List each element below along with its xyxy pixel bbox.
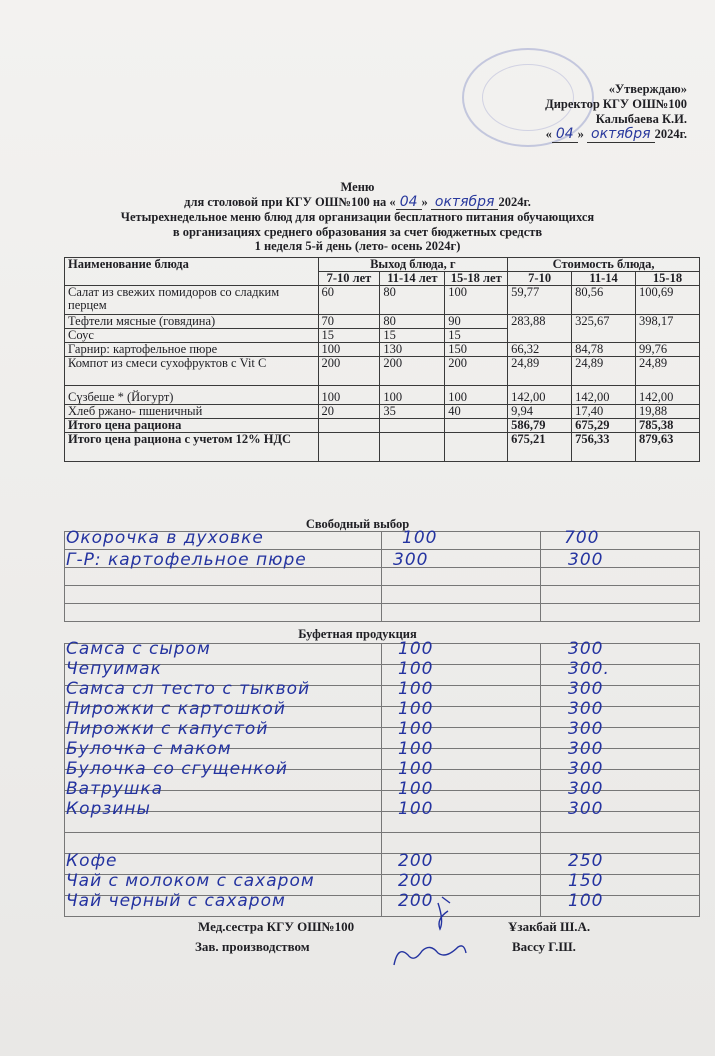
buffet-item-weight: 100 bbox=[398, 639, 434, 659]
dish-output: 100 bbox=[318, 386, 380, 405]
table-row bbox=[65, 386, 700, 405]
dish-cost: 66,32 bbox=[508, 343, 572, 357]
table-row bbox=[65, 586, 700, 604]
buffet-item-price: 250 bbox=[568, 851, 604, 871]
menu-subtitle-line3: в организациях среднего образования за счет бюджетных средств bbox=[172, 224, 543, 239]
buffet-item-price: 300 bbox=[568, 779, 604, 799]
approval-month: октября bbox=[587, 127, 655, 143]
buffet-item-weight: 200 bbox=[398, 871, 434, 891]
dish-output: 130 bbox=[380, 343, 445, 357]
buffet-item-name: Булочка с маком bbox=[66, 739, 232, 759]
buffet-item-price: 100 bbox=[568, 891, 604, 911]
dish-name: Соус bbox=[65, 329, 319, 343]
dish-cost: 398,17 bbox=[636, 315, 700, 343]
buffet-item-price: 300 bbox=[568, 679, 604, 699]
dish-cost: 283,88 bbox=[508, 315, 572, 343]
buffet-item-price: 300 bbox=[568, 799, 604, 819]
buffet-item-name: Кофе bbox=[66, 851, 118, 871]
free-choice-title: Свободный выбор bbox=[305, 517, 410, 531]
buffet-item-price: 300. bbox=[568, 659, 610, 679]
head-name: Вассу Г.Ш. bbox=[512, 939, 576, 954]
dish-name: Хлеб ржано- пшеничный bbox=[65, 405, 319, 419]
approval-year: 2024г. bbox=[654, 127, 687, 141]
buffet-item-name: Чай с молоком с сахаром bbox=[66, 871, 315, 891]
buffet-item-name: Корзины bbox=[66, 799, 151, 819]
total-value: 675,29 bbox=[572, 419, 636, 433]
menu-month: октября bbox=[431, 195, 499, 211]
total-vat-label: Итого цена рациона с учетом 12% НДС bbox=[65, 433, 319, 462]
free-item-weight: 300 bbox=[393, 550, 429, 570]
dish-output: 200 bbox=[380, 357, 445, 386]
table-row bbox=[65, 568, 700, 586]
approval-day: 04 bbox=[552, 127, 578, 143]
total-vat-value: 879,63 bbox=[636, 433, 700, 462]
table-header-row bbox=[65, 258, 700, 272]
buffet-item-price: 300 bbox=[568, 699, 604, 719]
dish-cost: 24,89 bbox=[508, 357, 572, 386]
dish-cost: 84,78 bbox=[572, 343, 636, 357]
total-value: 586,79 bbox=[508, 419, 572, 433]
dish-name: Гарнир: картофельное пюре bbox=[65, 343, 319, 357]
dish-output: 15 bbox=[318, 329, 380, 343]
age-cost-2: 11-14 bbox=[572, 272, 636, 286]
dish-name: Тефтели мясные (говядина) bbox=[65, 315, 319, 329]
buffet-item-weight: 100 bbox=[398, 719, 434, 739]
menu-header bbox=[0, 180, 715, 254]
dish-output: 100 bbox=[318, 343, 380, 357]
buffet-item-name: Чай черный с сахаром bbox=[66, 891, 286, 911]
menu-date-line: для столовой при КГУ ОШ№100 на « 04 » октября 2024г. bbox=[184, 193, 531, 210]
total-value: 785,38 bbox=[636, 419, 700, 433]
dish-output: 20 bbox=[318, 405, 380, 419]
dish-cost: 80,56 bbox=[572, 286, 636, 315]
free-item-name: Окорочка в духовке bbox=[66, 528, 264, 548]
free-item-name: Г-Р: картофельное пюре bbox=[66, 550, 307, 570]
dish-output: 35 bbox=[380, 405, 445, 419]
menu-title: Меню bbox=[340, 180, 375, 194]
table-row bbox=[65, 357, 700, 386]
free-item-price: 300 bbox=[568, 550, 604, 570]
menu-year: 2024г. bbox=[498, 194, 531, 209]
dish-cost: 9,94 bbox=[508, 405, 572, 419]
buffet-item-price: 300 bbox=[568, 639, 604, 659]
buffet-item-price: 150 bbox=[568, 871, 604, 891]
col-output: Выход блюда, г bbox=[318, 258, 508, 272]
buffet-item-name: Самса с сыром bbox=[66, 639, 211, 659]
approval-block bbox=[545, 82, 687, 143]
buffet-item-name: Чепуимак bbox=[66, 659, 162, 679]
buffet-item-name: Ватрушка bbox=[66, 779, 164, 799]
menu-subtitle-line2: Четырехнедельное меню блюд для организации бесплатного питания обучающихся bbox=[120, 210, 595, 224]
signature-marks bbox=[380, 895, 480, 975]
buffet-item-name: Булочка со сгущенкой bbox=[66, 759, 288, 779]
buffet-item-weight: 100 bbox=[398, 699, 434, 719]
buffet-item-price: 300 bbox=[568, 759, 604, 779]
table-row bbox=[65, 315, 700, 329]
nurse-label: Мед.сестра КГУ ОШ№100 bbox=[198, 919, 355, 934]
dish-cost: 100,69 bbox=[636, 286, 700, 315]
buffet-item-price: 300 bbox=[568, 719, 604, 739]
menu-line1-prefix: для столовой при КГУ ОШ№100 на « bbox=[184, 194, 396, 209]
dish-cost: 24,89 bbox=[572, 357, 636, 386]
dish-output: 90 bbox=[445, 315, 508, 329]
buffet-item-weight: 200 bbox=[398, 851, 434, 871]
buffet-item-name: Пирожки с картошкой bbox=[66, 699, 286, 719]
buffet-item-name: Самса сл тесто с тыквой bbox=[66, 679, 311, 699]
dish-output: 200 bbox=[318, 357, 380, 386]
menu-day: 04 bbox=[396, 195, 422, 211]
total-vat-row bbox=[65, 433, 700, 462]
dish-output: 100 bbox=[445, 286, 508, 315]
buffet-item-weight: 100 bbox=[398, 739, 434, 759]
dish-output: 100 bbox=[380, 386, 445, 405]
dish-cost: 99,76 bbox=[636, 343, 700, 357]
table-row bbox=[65, 343, 700, 357]
dish-cost: 59,77 bbox=[508, 286, 572, 315]
free-item-weight: 100 bbox=[402, 528, 438, 548]
dish-name: Компот из смеси сухофруктов с Vit C bbox=[65, 357, 319, 386]
dish-name: Сүзбеше * (Йогурт) bbox=[65, 386, 319, 405]
total-label: Итого цена рациона bbox=[65, 419, 319, 433]
dish-cost: 142,00 bbox=[572, 386, 636, 405]
buffet-item-weight: 100 bbox=[398, 659, 434, 679]
table-row bbox=[65, 286, 700, 315]
approval-line3: Калыбаева К.И. bbox=[595, 112, 687, 126]
buffet-item-name: Пирожки с капустой bbox=[66, 719, 269, 739]
dish-output: 40 bbox=[445, 405, 508, 419]
dish-cost: 24,89 bbox=[636, 357, 700, 386]
age-cost-1: 7-10 bbox=[508, 272, 572, 286]
dish-output: 100 bbox=[445, 386, 508, 405]
col-dish-name: Наименование блюда bbox=[65, 258, 319, 286]
buffet-item-weight: 100 bbox=[398, 779, 434, 799]
age-output-2: 11-14 лет bbox=[380, 272, 445, 286]
buffet-item-price: 300 bbox=[568, 739, 604, 759]
dish-output: 70 bbox=[318, 315, 380, 329]
dish-cost: 19,88 bbox=[636, 405, 700, 419]
total-vat-value: 675,21 bbox=[508, 433, 572, 462]
age-output-3: 15-18 лет bbox=[445, 272, 508, 286]
total-vat-value: 756,33 bbox=[572, 433, 636, 462]
age-cost-3: 15-18 bbox=[636, 272, 700, 286]
buffet-title: Буфетная продукция bbox=[298, 627, 417, 641]
col-cost: Стоимость блюда, bbox=[508, 258, 700, 272]
dish-output: 60 bbox=[318, 286, 380, 315]
dish-name: Салат из свежих помидоров со сладким перцем bbox=[65, 286, 319, 315]
head-label: Зав. производством bbox=[195, 939, 310, 954]
dish-cost: 17,40 bbox=[572, 405, 636, 419]
menu-table bbox=[64, 257, 700, 462]
free-item-price: 700 bbox=[564, 528, 600, 548]
dish-cost: 325,67 bbox=[572, 315, 636, 343]
total-row bbox=[65, 419, 700, 433]
dish-cost: 142,00 bbox=[636, 386, 700, 405]
dish-output: 15 bbox=[445, 329, 508, 343]
approval-date: « 04 » октября 2024г. bbox=[545, 126, 687, 142]
dish-output: 80 bbox=[380, 286, 445, 315]
nurse-name: Ұзакбай Ш.А. bbox=[508, 919, 591, 934]
dish-output: 15 bbox=[380, 329, 445, 343]
buffet-item-weight: 100 bbox=[398, 799, 434, 819]
dish-output: 80 bbox=[380, 315, 445, 329]
dish-output: 150 bbox=[445, 343, 508, 357]
dish-cost: 142,00 bbox=[508, 386, 572, 405]
buffet-item-weight: 100 bbox=[398, 759, 434, 779]
age-output-1: 7-10 лет bbox=[318, 272, 380, 286]
buffet-item-weight: 200 bbox=[398, 891, 434, 911]
buffet-item-weight: 100 bbox=[398, 679, 434, 699]
menu-week-day: 1 неделя 5-й день (лето- осень 2024г) bbox=[254, 239, 461, 253]
table-row bbox=[65, 604, 700, 622]
approval-line1: «Утверждаю» bbox=[608, 82, 687, 96]
approval-line2: Директор КГУ ОШ№100 bbox=[545, 97, 687, 111]
table-row bbox=[65, 405, 700, 419]
dish-output: 200 bbox=[445, 357, 508, 386]
